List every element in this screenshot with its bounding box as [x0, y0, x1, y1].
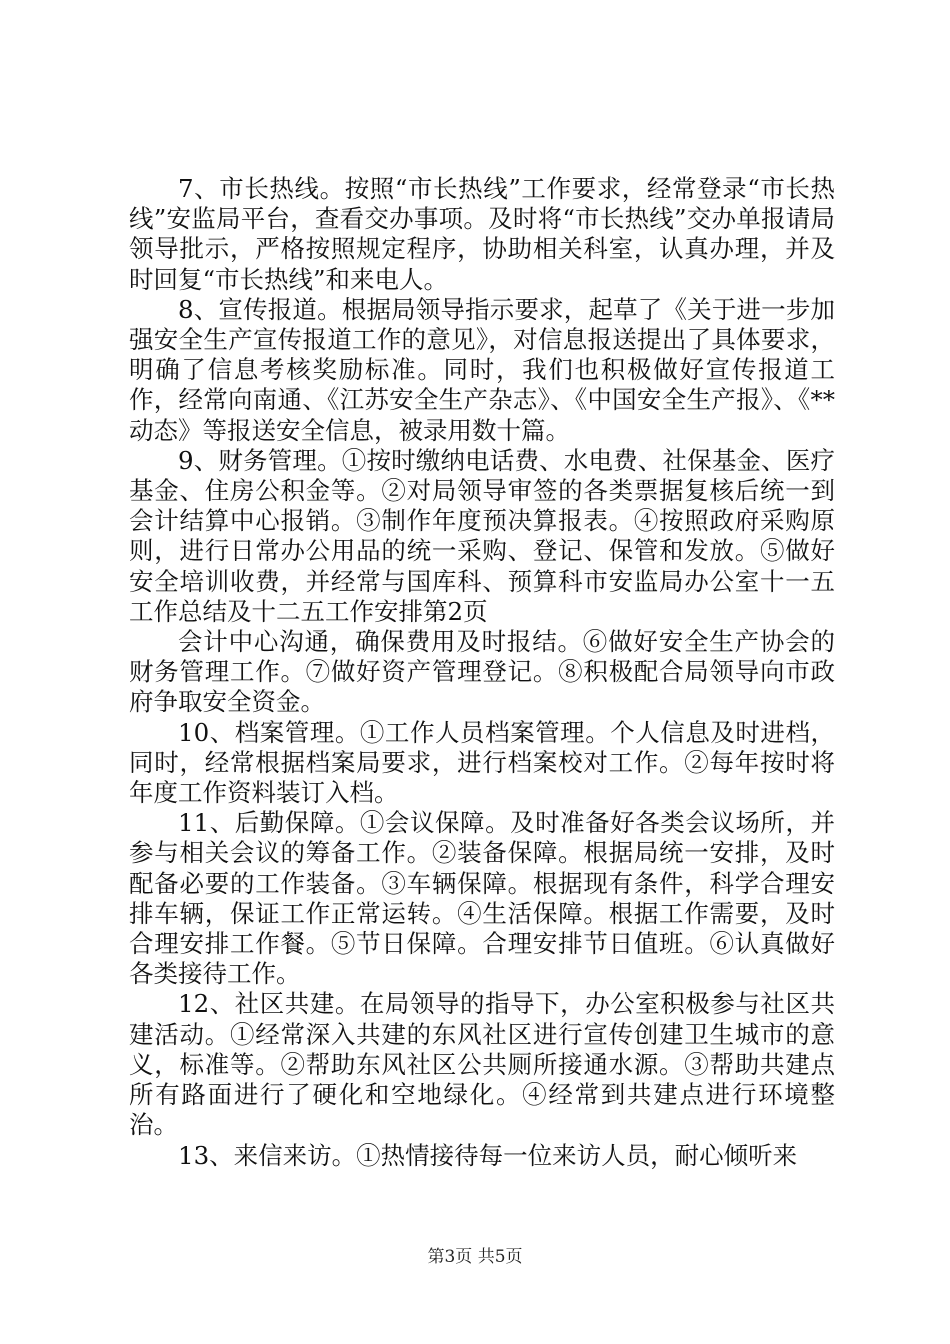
paragraph-financial-management-continued: 会计中心沟通，确保费用及时报结。⑥做好安全生产协会的财务管理工作。⑦做好资产管理登记。⑧积极配合局领导向市政府争取安全资金。: [129, 627, 835, 717]
paragraph-letters-visits: 13、来信来访。①热情接待每一位来访人员，耐心倾听来: [178, 1140, 798, 1170]
document-body: [129, 174, 835, 1171]
paragraph-mayor-hotline: 7、市长热线。按照“市长热线”工作要求，经常登录“市长热线”安监局平台，查看交办事项。及时将“市长热线”交办单报请局领导批示，严格按照规定程序，协助相关科室，认真办理，并及时回复“市长热线”和来电人。: [129, 174, 835, 294]
paragraph-publicity-reporting: 8、宣传报道。根据局领导指示要求，起草了《关于进一步加强安全生产宣传报道工作的意见》，对信息报送提出了具体要求，明确了信息考核奖励标准。同时，我们也积极做好宣传报道工作，经常向南通、《江苏安全生产杂志》、《中国安全生产报》、《**动态》等报送安全信息，被录用数十篇。: [129, 294, 835, 445]
paragraph-financial-management: 9、财务管理。①按时缴纳电话费、水电费、社保基金、医疗基金、住房公积金等。②对局领导审签的各类票据复核后统一到会计结算中心报销。③制作年度预决算报表。④按照政府采购原则，进行日常办公用品的统一采购、登记、保管和发放。⑤做好安全培训收费，并经常与国库科、预算科市安监局办公室十一五工作总结及十二五工作安排第2页: [129, 445, 835, 626]
paragraph-archive-management: 10、档案管理。①工作人员档案管理。个人信息及时进档，同时，经常根据档案局要求，进行档案校对工作。②每年按时将年度工作资料装订入档。: [129, 717, 835, 808]
paragraph-community-building: 12、社区共建。在局领导的指导下，办公室积极参与社区共建活动。①经常深入共建的东风社区进行宣传创建卫生城市的意义，标准等。②帮助东风社区公共厕所接通水源。③帮助共建点所有路面进行了硬化和空地绿化。④经常到共建点进行环境整治。: [129, 989, 835, 1140]
page-footer: 第3页 共5页: [427, 1247, 523, 1267]
paragraph-logistics-support: 11、后勤保障。①会议保障。及时准备好各类会议场所，并参与相关会议的筹备工作。②装备保障。根据局统一安排，及时配备必要的工作装备。③车辆保障。根据现有条件，科学合理安排车辆，保证工作正常运转。④生活保障。根据工作需要，及时合理安排工作餐。⑤节日保障。合理安排节日值班。⑥认真做好各类接待工作。: [129, 808, 835, 989]
